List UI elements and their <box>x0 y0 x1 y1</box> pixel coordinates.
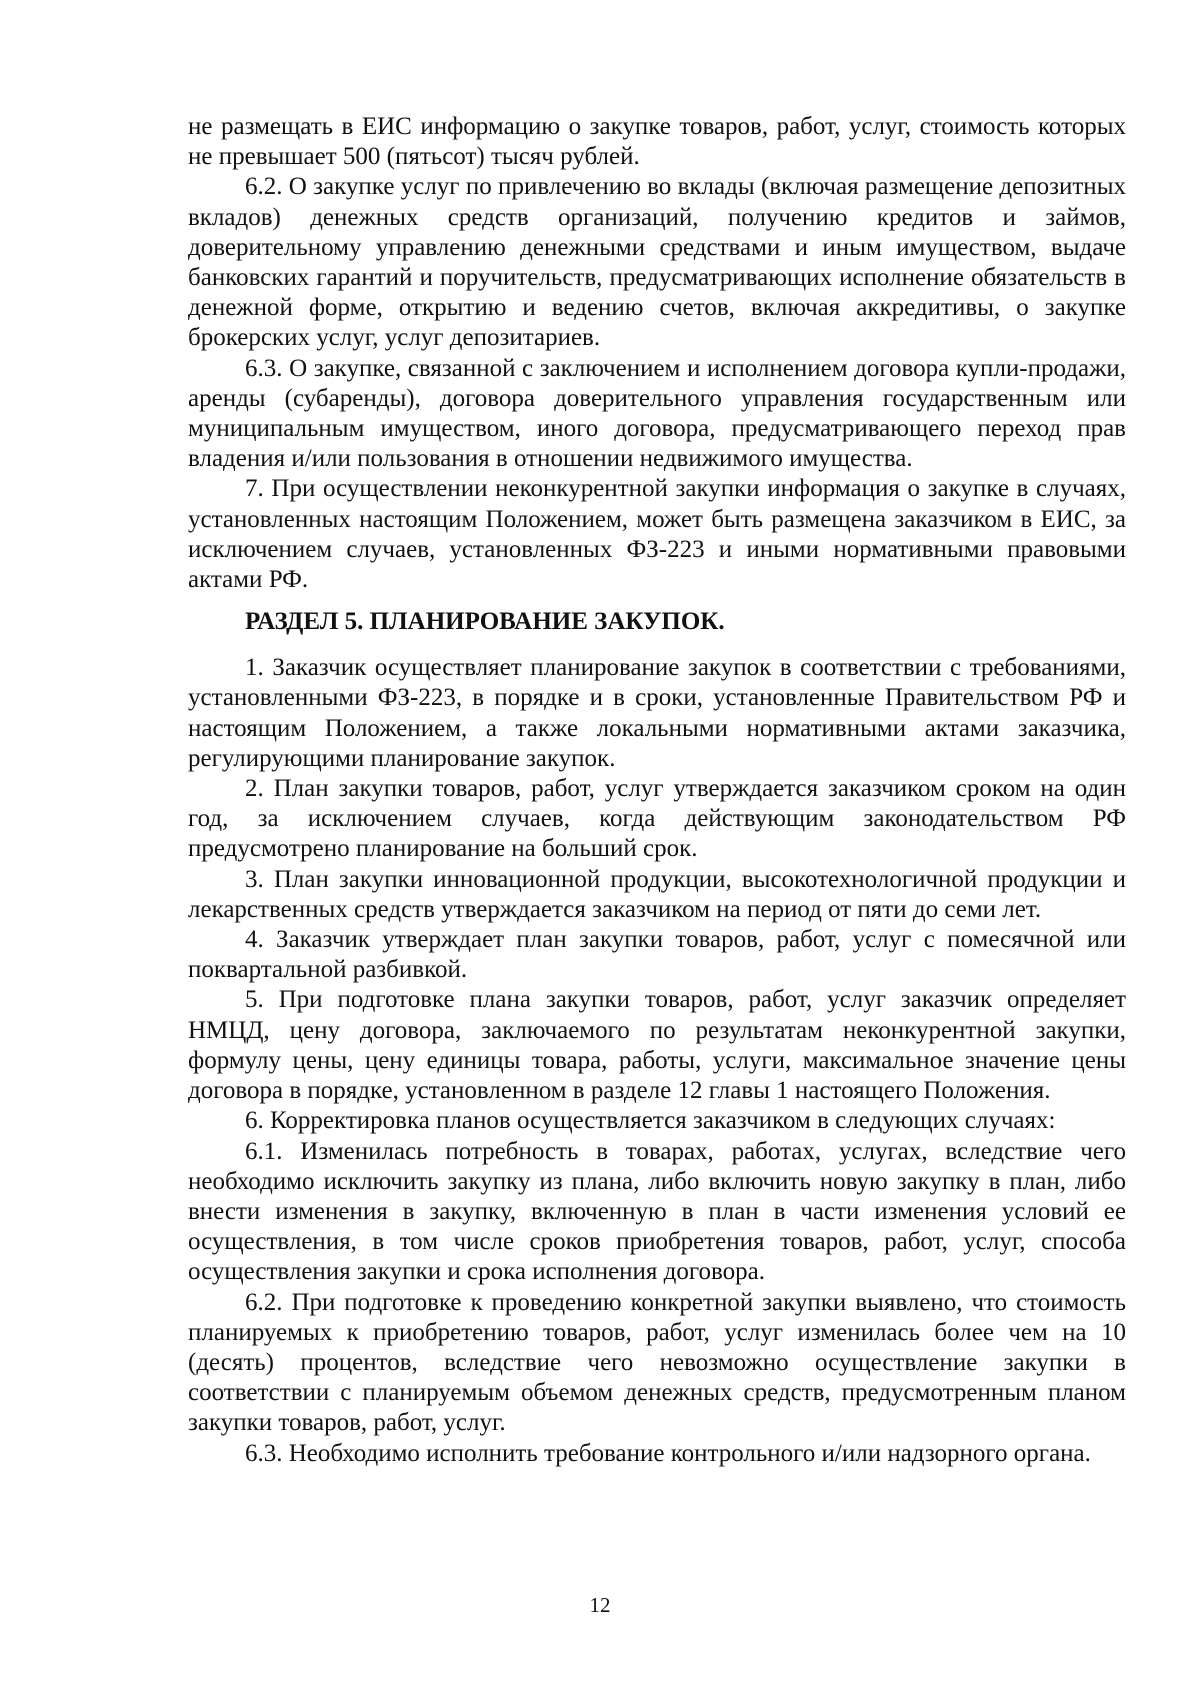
paragraph-2: 2. План закупки товаров, работ, услуг утверждается заказчиком сроком на один год, за исключением случаев, когда действующим законодательством РФ предусмотрено планирование на больший срок. <box>188 775 1126 863</box>
paragraph-6-3-planning: 6.3. Необходимо исполнить требование контрольного и/или надзорного органа. <box>245 1439 1091 1467</box>
paragraph-6-3: 6.3. О закупке, связанной с заключением и исполнением договора купли-продажи, аренды (субаренды), договора доверительного управления государственным или муниципальным имуществом, иного договора, предусматривающего переход прав владения и/или пользования в отношении недвижимого имущества. <box>188 354 1126 473</box>
document-page <box>188 112 1126 1469</box>
paragraph-7: 7. При осуществлении неконкурентной закупки информация о закупке в случаях, установленных настоящим Положением, может быть размещена заказчиком в ЕИС, за исключением случаев, установленных ФЗ-223 и иными нормативными правовыми актами РФ. <box>188 475 1126 594</box>
paragraph-6-1: 6.1. Изменилась потребность в товарах, работах, услугах, вследствие чего необходимо исключить закупку из плана, либо включить новую закупку в план, либо внести изменения в закупку, включенную в план в части изменения условий ее осуществления, в том числе сроков приобретения товаров, работ, услуг, способа осуществления закупки и срока исполнения договора. <box>188 1137 1126 1286</box>
paragraph-3: 3. План закупки инновационной продукции, высокотехнологичной продукции и лекарственных средств утверждается заказчиком на период от пяти до семи лет. <box>188 865 1126 923</box>
paragraph-6: 6. Корректировка планов осуществляется заказчиком в следующих случаях: <box>245 1107 1056 1135</box>
paragraph-6-2: 6.2. О закупке услуг по привлечению во вклады (включая размещение депозитных вкладов) денежных средств организаций, получению кредитов и займов, доверительному управлению денежными средствами и иным имуществом, выдаче банковских гарантий и поручительств, предусматривающих исполнение обязательств в денежной форме, открытию и ведению счетов, включая аккредитивы, о закупке брокерских услуг, услуг депозитариев. <box>188 173 1126 352</box>
page-number: 12 <box>589 1593 611 1617</box>
paragraph-5: 5. При подготовке плана закупки товаров, работ, услуг заказчик определяет НМЦД, цену договора, заключаемого по результатам неконкурентной закупки, формулу цены, цену единицы товара, работы, услуги, максимальное значение цены договора в порядке, установленном в разделе 12 главы 1 настоящего Положения. <box>188 986 1126 1105</box>
section-heading: РАЗДЕЛ 5. ПЛАНИРОВАНИЕ ЗАКУПОК. <box>245 608 725 636</box>
paragraph-continuation: не размещать в ЕИС информацию о закупке товаров, работ, услуг, стоимость которых не превышает 500 (пятьсот) тысяч рублей. <box>188 113 1126 171</box>
paragraph-1: 1. Заказчик осуществляет планирование закупок в соответствии с требованиями, установленными ФЗ-223, в порядке и в сроки, установленные Правительством РФ и настоящим Положением, а также локальными нормативными актами заказчика, регулирующими планирование закупок. <box>188 654 1126 772</box>
paragraph-6-2-planning: 6.2. При подготовке к проведению конкретной закупки выявлено, что стоимость планируемых к приобретению товаров, работ, услуг изменилась более чем на 10 (десять) процентов, вследствие чего невозможно осуществление закупки в соответствии с планируемым объемом денежных средств, предусмотренным планом закупки товаров, работ, услуг. <box>188 1288 1126 1437</box>
paragraph-4: 4. Заказчик утверждает план закупки товаров, работ, услуг с помесячной или поквартальной разбивкой. <box>188 926 1126 984</box>
